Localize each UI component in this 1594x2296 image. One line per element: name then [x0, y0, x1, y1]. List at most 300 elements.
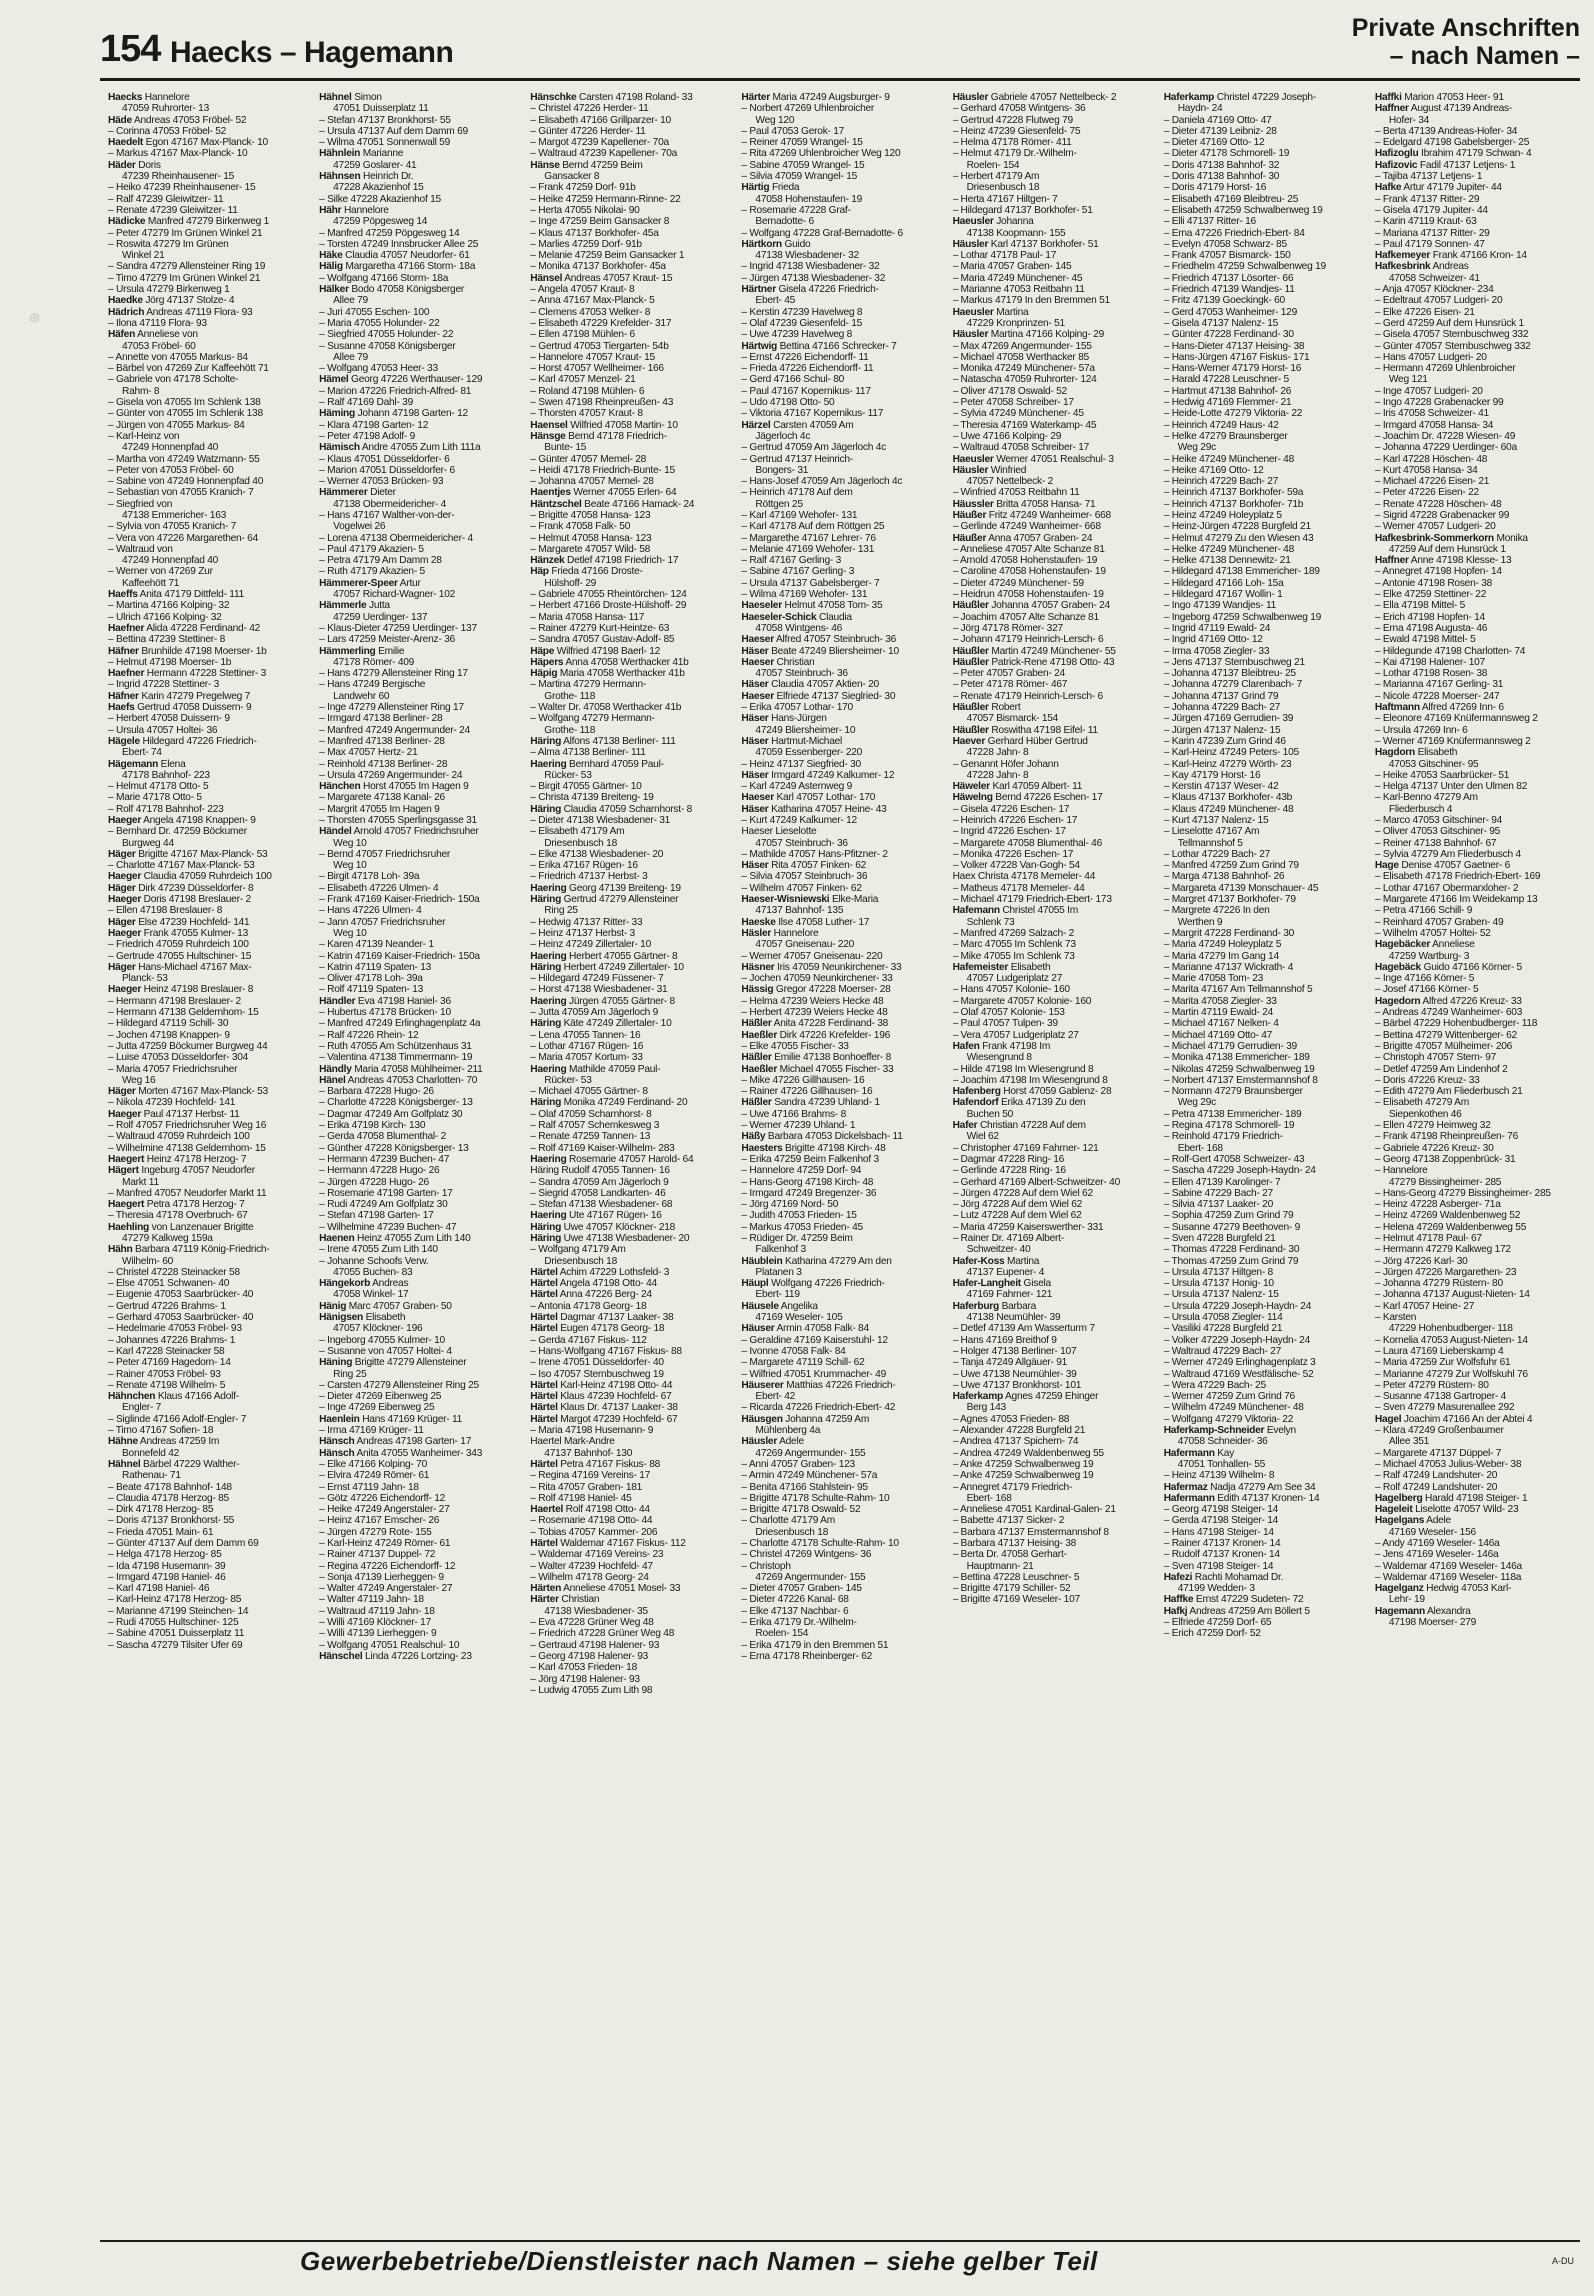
- listing-entry: – Reinhard 47057 Graben- 49: [1374, 916, 1504, 928]
- listing-entry: – Melanie 47169 Wehofer- 131: [741, 543, 875, 555]
- listing-entry: 47138 Koopmann- 155: [966, 227, 1066, 239]
- listing-entry: Haering Mathilde 47059 Paul-: [530, 1063, 661, 1075]
- listing-entry: – Rudi 47055 Hultschiner- 125: [108, 1617, 239, 1629]
- listing-entry: Haferkamp Agnes 47259 Ehinger: [952, 1391, 1099, 1403]
- listing-entry: – Gerhard 47053 Saarbrücker- 40: [108, 1312, 254, 1324]
- listing-entry: Fliederbusch 4: [1388, 803, 1453, 815]
- listing-entry: – Helmut 47178 Otto- 5: [108, 781, 209, 793]
- listing-entry: – Wilma 47051 Sonnenwall 59: [319, 137, 451, 149]
- listing-entry: Haertel Mark-Andre: [530, 1436, 615, 1448]
- listing-entry: Siepenkothen 46: [1388, 1108, 1462, 1120]
- listing-entry: – Armin 47249 Münchener- 57a: [741, 1470, 878, 1482]
- listing-entry: – Christa 47139 Breiteng- 19: [530, 792, 654, 804]
- listing-entry: – Manfred 47138 Berliner- 28: [319, 735, 445, 747]
- listing-entry: – Bärbel 47229 Hohenbudberger- 118: [1374, 1018, 1538, 1030]
- listing-entry: – Frieda 47226 Eichendorff- 11: [741, 363, 874, 375]
- listing-entry: Hämel Georg 47226 Werthauser- 129: [319, 374, 483, 386]
- listing-entry: – Ilona 47119 Flora- 93: [108, 317, 207, 329]
- listing-entry: – Karl 47249 Asternweg 9: [741, 781, 853, 793]
- listing-entry: Härtwig Bettina 47166 Schrecker- 7: [741, 340, 897, 352]
- listing-entry: Häusler Adele: [741, 1436, 804, 1448]
- listing-entry: Häring Rudolf 47055 Tannen- 16: [530, 1165, 670, 1177]
- listing-entry: – Hans-Werner 47179 Horst- 16: [1163, 363, 1302, 375]
- listing-entry: – Dagmar 47249 Am Golfplatz 30: [319, 1108, 463, 1120]
- listing-entry: – Heinz 47167 Emscher- 26: [319, 1515, 440, 1527]
- listing-entry: – Udo 47198 Otto- 50: [741, 397, 835, 409]
- listing-entry: Haering Bernhard 47059 Paul-: [530, 758, 664, 770]
- listing-entry: – Götz 47226 Eichendorff- 12: [319, 1492, 446, 1504]
- listing-entry: Haeser Karl 47057 Lothar- 170: [741, 792, 876, 804]
- listing-entry: – Bernhard Dr. 47259 Böckumer: [108, 826, 247, 838]
- listing-entry: – Helmut 47178 Paul- 67: [1374, 1232, 1482, 1244]
- listing-entry: – Maria 47198 Husemann- 9: [530, 1425, 654, 1437]
- listing-entry: – Max 47269 Angermunder- 155: [952, 340, 1092, 352]
- listing-entry: – Gerda 47058 Blumenthal- 2: [319, 1131, 447, 1143]
- listing-entry: – Werner 47259 Zum Grind 76: [1163, 1391, 1295, 1403]
- listing-entry: Hämmerer-Speer Artur: [319, 577, 421, 589]
- listing-entry: – Anke 47259 Schwalbenweg 19: [952, 1458, 1094, 1470]
- listing-entry: Haering Rosemarie 47057 Harold- 64: [530, 1153, 694, 1165]
- listing-entry: Hagelganz Hedwig 47053 Karl-: [1374, 1583, 1512, 1595]
- listing-entry: – Reinhold 47138 Berliner- 28: [319, 758, 448, 770]
- listing-entry: – Sandra 47279 Allensteiner Ring 19: [108, 261, 266, 273]
- listing-entry: Härter Christian: [530, 1594, 600, 1606]
- listing-entry: – Lothar 47198 Rosen- 38: [1374, 668, 1488, 680]
- listing-entry: – Karl 47169 Wehofer- 131: [741, 509, 858, 521]
- listing-entry: Wilhelm- 60: [122, 1255, 174, 1267]
- listing-entry: – Lothar 47229 Bach- 27: [1163, 848, 1271, 860]
- listing-entry: – Anneliese 47057 Alte Schanze 81: [952, 543, 1105, 555]
- listing-entry: – Helga 47178 Herzog- 85: [108, 1549, 222, 1561]
- listing-entry: – Siegfried 47055 Holunder- 22: [319, 329, 454, 341]
- listing-entry: – Jürgen 47228 Hugo- 26: [319, 1176, 429, 1188]
- listing-entry: Haedelt Egon 47167 Max-Planck- 10: [108, 137, 268, 149]
- listing-entry: – Ellen 47279 Heimweg 32: [1374, 1120, 1491, 1132]
- listing-entry: 47138 Neumühler- 39: [966, 1312, 1061, 1324]
- listing-entry: Härtel Dagmar 47137 Laaker- 38: [530, 1312, 674, 1324]
- listing-entry: – Jörg 47169 Nord- 50: [741, 1199, 839, 1211]
- listing-entry: – Siegfried von: [108, 498, 173, 510]
- listing-entry: Häßler Anita 47228 Ferdinand- 38: [741, 1018, 889, 1030]
- listing-entry: – Margarete 47057 Kolonie- 160: [952, 995, 1092, 1007]
- listing-entry: – Maria 47058 Hansa- 117: [530, 611, 645, 623]
- listing-entry: – Corinna 47053 Fröbel- 52: [108, 125, 227, 137]
- listing-entry: Falkenhof 3: [755, 1244, 806, 1256]
- listing-entry: 47057 Steinbruch- 36: [755, 668, 848, 680]
- listing-entry: – Margarete 47138 Kanal- 26: [319, 792, 445, 804]
- listing-entry: – Christel 47226 Herder- 11: [530, 103, 649, 115]
- listing-entry: Hälig Margaretha 47166 Storm- 18a: [319, 261, 476, 273]
- listing-entry: – Walter Dr. 47058 Werthacker 41b: [530, 702, 682, 714]
- listing-entry: – Margret 47137 Borkhofer- 79: [1163, 894, 1296, 906]
- listing-entry: – Tobias 47057 Kammer- 206: [530, 1526, 658, 1538]
- listing-entry: Rücker- 53: [544, 1074, 592, 1086]
- listing-entry: 47051 Tonhallen- 55: [1177, 1458, 1266, 1470]
- listing-entry: – Klaus 47249 Münchener- 48: [1163, 803, 1294, 815]
- listing-entry: Röttgen 25: [755, 498, 803, 510]
- listing-entry: – Jürgen von 47055 Markus- 84: [108, 419, 245, 431]
- listing-entry: – Manfred 47259 Pöpgesweg 14: [319, 227, 460, 239]
- listing-entry: – Herbert 47058 Duissern- 9: [108, 713, 230, 725]
- listing-entry: – Dieter 47138 Wiesbadener- 31: [530, 815, 671, 826]
- listing-entry: Driesenbusch 18: [755, 1526, 829, 1538]
- listing-entry: Ebert- 45: [755, 295, 796, 307]
- listing-entry: – Heinz 47137 Siegfried- 30: [741, 758, 861, 770]
- listing-entry: – Hannelore 47259 Dorf- 94: [741, 1165, 862, 1177]
- listing-entry: – Vera von 47226 Margarethen- 64: [108, 532, 259, 544]
- listing-entry: Härtel Petra 47167 Fiskus- 88: [530, 1458, 661, 1470]
- listing-entry: – Hildegard 47137 Borkhofer- 51: [952, 204, 1093, 216]
- listing-entry: – Ursula 47279 Birkenweg 1: [108, 284, 230, 296]
- listing-entry: Häußler Martin 47249 Münchener- 55: [952, 645, 1116, 657]
- listing-entry: 47269 Angermunder- 155: [755, 1571, 866, 1583]
- listing-entry: – Heiko 47239 Rheinhausener- 15: [108, 182, 256, 194]
- listing-entry: – Claudia 47178 Herzog- 85: [108, 1492, 229, 1504]
- listing-entry: – Marc 47055 Im Schlenk 73: [952, 939, 1076, 951]
- listing-entry: – Reiner 47059 Wrangel- 15: [741, 137, 863, 149]
- listing-entry: – Gerhard 47169 Albert-Schweitzer- 40: [952, 1176, 1120, 1188]
- listing-entry: – Gerhard 47058 Wintgens- 36: [952, 103, 1086, 115]
- listing-entry: Hafke Artur 47179 Jupiter- 44: [1374, 182, 1502, 194]
- listing-entry: Hofer- 34: [1388, 114, 1430, 126]
- listing-entry: 47138 Obermeidericher- 4: [333, 498, 447, 510]
- listing-entry: 47057 Bismarck- 154: [966, 713, 1059, 725]
- listing-entry: Hädicke Manfred 47279 Birkenweg 1: [108, 216, 270, 228]
- listing-entry: – Torsten 47249 Innsbrucker Allee 25: [319, 238, 479, 250]
- listing-entry: Ebert- 168: [1177, 1142, 1223, 1154]
- listing-entry: Hagelberg Harald 47198 Steiger- 1: [1374, 1492, 1528, 1504]
- listing-entry: – Margarete 47166 Im Weidekamp 13: [1374, 894, 1538, 906]
- listing-entry: Häger Brigitte 47167 Max-Planck- 53: [108, 848, 268, 860]
- listing-entry: Weg 10: [333, 927, 367, 939]
- listing-entry: – Gerd 47259 Auf dem Hunsrück 1: [1374, 317, 1524, 329]
- listing-column: [1164, 92, 1367, 2222]
- listing-entry: Haehling von Lanzenauer Brigitte: [108, 1221, 254, 1233]
- listing-entry: – Wolfgang 47279 Viktoria- 22: [1163, 1413, 1294, 1425]
- listing-entry: Landwehr 60: [333, 690, 390, 702]
- listing-entry: – Klaus 47051 Düsseldorfer- 6: [319, 453, 450, 465]
- listing-entry: – Helke 47249 Münchener- 48: [1163, 543, 1295, 555]
- listing-entry: 47055 Buchen- 83: [333, 1266, 413, 1278]
- listing-entry: Häring Monika 47249 Ferdinand- 20: [530, 1097, 688, 1109]
- listing-entry: Häußer Anna 47057 Graben- 24: [952, 532, 1093, 544]
- listing-entry: – Melanie 47259 Beim Gansacker 1: [530, 250, 685, 262]
- listing-entry: Häger Morten 47167 Max-Planck- 53: [108, 1086, 268, 1098]
- listing-entry: – Friedrich 47137 Herbst- 3: [530, 871, 648, 883]
- listing-entry: – Heinz 47137 Herbst- 3: [530, 927, 635, 939]
- listing-entry: – Angela 47057 Kraut- 8: [530, 284, 635, 296]
- listing-entry: – Susanne von 47057 Holtei- 4: [319, 1345, 452, 1357]
- listing-entry: – Heinrich 47226 Eschen- 17: [952, 815, 1078, 826]
- listing-entry: – Hans 47279 Allensteiner Ring 17: [319, 668, 468, 680]
- listing-entry: – Martina 47279 Hermann-: [530, 679, 647, 691]
- listing-entry: – Annegret 47179 Friedrich-: [952, 1481, 1073, 1493]
- listing-entry: – Ursula 47137 Auf dem Damm 69: [319, 125, 468, 137]
- listing-entry: – Brigitte 47169 Weseler- 107: [952, 1594, 1080, 1606]
- listing-entry: Winkel 21: [122, 250, 165, 262]
- listing-entry: – Peter 47198 Adolf- 9: [319, 430, 416, 442]
- listing-entry: – Maria 47249 Holeyplatz 5: [1163, 939, 1282, 951]
- listing-entry: – Erna 47226 Friedrich-Ebert- 84: [1163, 227, 1305, 239]
- listing-entry: Ring 25: [544, 905, 578, 917]
- listing-entry: 47228 Jahn- 8: [966, 747, 1029, 759]
- listing-entry: – Michael 47179 Friedrich-Ebert- 173: [952, 894, 1112, 906]
- listing-entry: Haeser-Wisniewski Elke-Maria: [741, 894, 879, 906]
- listing-entry: 47058 Wintgens- 46: [755, 622, 843, 634]
- listing-columns: [108, 92, 1578, 2222]
- listing-entry: – Oliver 47053 Gitschiner- 95: [1374, 826, 1501, 838]
- listing-entry: – Klara 47198 Garten- 12: [319, 419, 429, 431]
- listing-column: [319, 92, 522, 2222]
- listing-entry: – Irene 47055 Zum Lith 140: [319, 1244, 438, 1256]
- listing-entry: Haefner Alida 47228 Ferdinand- 42: [108, 622, 261, 634]
- listing-entry: – Uwe 47166 Kolping- 29: [952, 430, 1062, 442]
- listing-entry: – Gertrud 47059 Am Jägerloch 4c: [741, 442, 887, 454]
- listing-entry: Markt 11: [122, 1176, 159, 1188]
- listing-entry: – Manfred 47259 Zum Grind 79: [1163, 860, 1299, 872]
- listing-entry: – Gertrud 47226 Brahms- 1: [108, 1300, 226, 1312]
- listing-entry: – Frank 47169 Kaiser-Friedrich- 150a: [319, 894, 480, 906]
- listing-entry: Härtel Klaus Dr. 47137 Laaker- 38: [530, 1402, 678, 1414]
- listing-entry: Häring Claudia 47059 Scharnhorst- 8: [530, 803, 692, 815]
- listing-entry: – Gabriele von 47178 Scholte-: [108, 374, 239, 386]
- listing-entry: – Sylvia 47249 Münchener- 45: [952, 408, 1084, 420]
- listing-entry: Rahm- 8: [122, 385, 160, 397]
- listing-entry: Berg 143: [966, 1402, 1006, 1414]
- listing-entry: Häsler Hannelore: [741, 927, 819, 939]
- listing-entry: – Heide-Lotte 47279 Viktoria- 22: [1163, 408, 1303, 420]
- listing-entry: – Hans-Dieter 47137 Heising- 38: [1163, 340, 1305, 352]
- listing-entry: 47279 Kalkweg 159a: [122, 1232, 213, 1244]
- listing-entry: – Michael 47053 Julius-Weber- 38: [1374, 1458, 1522, 1470]
- listing-entry: 47249 Honnenpfad 40: [122, 555, 219, 567]
- listing-entry: Schweitzer- 40: [966, 1244, 1031, 1256]
- listing-entry: Hafermann Kay: [1163, 1447, 1235, 1459]
- listing-entry: – Rüdiger Dr. 47259 Beim: [741, 1232, 853, 1244]
- listing-entry: 47059 Essenberger- 220: [755, 747, 863, 759]
- listing-entry: – Wilhelm 47057 Holtei- 52: [1374, 927, 1491, 939]
- listing-entry: – Benita 47166 Stahlstein- 95: [741, 1481, 868, 1493]
- listing-entry: – Monika 47137 Borkhofer- 45a: [530, 261, 666, 273]
- listing-entry: – Elvira 47249 Römer- 61: [319, 1470, 430, 1482]
- listing-entry: Häring Uwe 47057 Klöckner- 218: [530, 1221, 676, 1233]
- listing-entry: – Werner 47239 Uhland- 1: [741, 1120, 856, 1132]
- listing-entry: – Anni 47057 Graben- 123: [741, 1458, 855, 1470]
- listing-entry: Häser Beate 47249 Bliersheimer- 10: [741, 645, 899, 657]
- listing-entry: – Karl-Heinz 47249 Peters- 105: [1163, 747, 1299, 759]
- listing-entry: – Renate 47179 Heinrich-Lersch- 6: [952, 690, 1103, 702]
- listing-entry: Driesenbusch 18: [966, 182, 1040, 194]
- listing-entry: – Margarete 47058 Blumenthal- 46: [952, 837, 1103, 849]
- listing-entry: Hämmerle Jutta: [319, 600, 390, 612]
- listing-entry: – Lars 47259 Meister-Arenz- 36: [319, 634, 455, 646]
- listing-entry: – Friedhelm 47259 Schwalbenweg 19: [1163, 261, 1326, 273]
- listing-entry: – Reinhold 47179 Friedrich-: [1163, 1131, 1283, 1143]
- listing-entry: 47259 Pöpgesweg 14: [333, 216, 428, 228]
- listing-entry: Haydn- 24: [1177, 103, 1223, 115]
- listing-entry: – Doris 47137 Bronkhorst- 55: [108, 1515, 235, 1527]
- listing-entry: – Marie 47178 Otto- 5: [108, 792, 202, 804]
- listing-entry: Hafkj Andreas 47259 Am Böllert 5: [1163, 1605, 1310, 1617]
- listing-entry: – Herbert 47239 Weiers Hecke 48: [741, 1007, 888, 1019]
- listing-entry: Hafezi Rachti Mohamad Dr.: [1163, 1571, 1284, 1583]
- listing-entry: 47228 Akazienhof 15: [333, 182, 424, 194]
- listing-entry: – Petra 47138 Emmericher- 189: [1163, 1108, 1302, 1120]
- listing-entry: Haeger Frank 47055 Kulmer- 13: [108, 927, 248, 939]
- listing-entry: – Hans-Georg 47279 Bissingheimer- 285: [1374, 1187, 1551, 1199]
- listing-entry: – Inge 47259 Beim Gansacker 8: [530, 216, 670, 228]
- listing-entry: – Marianne 47199 Steinchen- 14: [108, 1605, 249, 1617]
- listing-entry: – Erich 47259 Dorf- 52: [1163, 1628, 1261, 1640]
- listing-entry: – Karl 47228 Höschen- 48: [1374, 453, 1488, 465]
- listing-entry: – Susanne 47279 Beethoven- 9: [1163, 1221, 1301, 1233]
- listing-entry: – Hildegard 47138 Emmericher- 189: [1163, 566, 1320, 578]
- listing-entry: Rathenau- 71: [122, 1470, 181, 1482]
- listing-entry: Hagebäcker Anneliese: [1374, 939, 1475, 951]
- listing-entry: Allee 79: [333, 351, 368, 363]
- watermark-logo: ⊛: [26, 310, 42, 324]
- listing-entry: Häger Else 47239 Hochfeld- 141: [108, 916, 250, 928]
- listing-entry: – Margareta 47139 Monschauer- 45: [1163, 882, 1319, 894]
- listing-entry: – Georg 47198 Steiger- 14: [1163, 1504, 1279, 1516]
- listing-entry: Kaffeehött 71: [122, 577, 180, 589]
- listing-entry: Häublein Katharina 47279 Am den: [741, 1255, 892, 1267]
- listing-entry: – Jürgen 47279 Rote- 155: [319, 1526, 432, 1538]
- footer-note: Gewerbebetriebe/Dienstleister nach Namen – siehe gelber Teil: [300, 2246, 1098, 2276]
- listing-entry: – Joachim Dr. 47228 Wiesen- 49: [1374, 430, 1516, 442]
- listing-entry: – Uwe 47239 Havelweg 8: [741, 329, 853, 341]
- listing-entry: – Doris 47179 Horst- 16: [1163, 182, 1267, 194]
- listing-entry: – Theresia 47178 Overbruch- 67: [108, 1210, 248, 1222]
- listing-entry: – Günter 47057 Sternbuschweg 332: [1374, 340, 1531, 352]
- listing-entry: Haeger Paul 47137 Herbst- 11: [108, 1108, 240, 1120]
- listing-entry: Haedke Jörg 47137 Stolze- 4: [108, 295, 235, 307]
- listing-entry: – Ursula 47269 Angermunder- 24: [319, 769, 463, 781]
- listing-entry: – Peter 47178 Römer- 467: [952, 679, 1068, 691]
- listing-entry: Häußler Patrick-Rene 47198 Otto- 43: [952, 656, 1115, 668]
- listing-entry: – Günter 47137 Auf dem Damm 69: [108, 1538, 259, 1549]
- listing-entry: Mühlenberg 4a: [755, 1425, 821, 1437]
- listing-entry: Häuserer Matthias 47226 Friedrich-: [741, 1379, 896, 1391]
- listing-entry: – Gisela von 47055 Im Schlenk 138: [108, 397, 261, 409]
- listing-entry: – Peter 47169 Hagedorn- 14: [108, 1357, 231, 1369]
- listing-entry: – Ingrid 47226 Eschen- 17: [952, 826, 1066, 838]
- listing-entry: – Marianne 47137 Wickrath- 4: [1163, 961, 1294, 973]
- listing-entry: – Kerstin 47239 Havelweg 8: [741, 306, 863, 318]
- listing-entry: – Ursula 47137 Honig- 10: [1163, 1278, 1274, 1290]
- listing-entry: – Helena 47269 Waldenbenweg 55: [1374, 1221, 1527, 1233]
- listing-entry: – Ingo 47139 Wandjes- 11: [1163, 600, 1277, 612]
- listing-entry: Häwelng Bernd 47226 Eschen- 17: [952, 792, 1103, 804]
- listing-entry: Hänsch Andreas 47198 Garten- 17: [319, 1436, 472, 1448]
- listing-entry: – Frank 47198 Rheinpreußen- 76: [1374, 1131, 1518, 1143]
- listing-entry: – Wilhelmine 47239 Buchen- 47: [319, 1221, 457, 1233]
- listing-entry: Hafen Frank 47198 Im: [952, 1040, 1051, 1052]
- listing-entry: – Elisabeth 47169 Bleibtreu- 25: [1163, 193, 1299, 205]
- listing-entry: – Nicole 47228 Moerser- 247: [1374, 690, 1500, 702]
- listing-entry: – Irene 47051 Düsseldorfer- 40: [530, 1357, 664, 1369]
- listing-entry: – Nikola 47239 Hochfeld- 141: [108, 1097, 236, 1109]
- listing-entry: – Sabine 47167 Gerling- 3: [741, 566, 855, 578]
- listing-entry: – Helke 47279 Braunsberger: [1163, 430, 1288, 442]
- listing-entry: – Ernst 47119 Jahn- 18: [319, 1481, 419, 1493]
- listing-entry: – Ralf 47169 Dahl- 39: [319, 397, 413, 409]
- listing-entry: Hafizoglu Ibrahim 47179 Schwan- 4: [1374, 148, 1532, 160]
- listing-entry: – Charlotte 47179 Am: [741, 1515, 835, 1527]
- listing-entry: Häweler Karl 47059 Albert- 11: [952, 781, 1083, 793]
- listing-entry: – Ralf 47057 Schemkesweg 3: [530, 1120, 660, 1132]
- listing-entry: – Paul 47179 Sonnen- 47: [1374, 238, 1485, 250]
- listing-entry: – Brigitte 47178 Oswald- 52: [741, 1504, 861, 1516]
- listing-entry: – Bettina 47279 Wittenberger- 62: [1374, 1029, 1517, 1041]
- listing-entry: – Klara 47249 Großenbaumer: [1374, 1425, 1504, 1437]
- listing-entry: – Irmgard 47138 Berliner- 28: [319, 713, 443, 725]
- listing-entry: – Margarethe 47167 Lehrer- 76: [741, 532, 876, 544]
- listing-entry: Haeseler-Schick Claudia: [741, 611, 852, 623]
- listing-entry: Hähn Barbara 47119 König-Friedrich-: [108, 1244, 270, 1256]
- listing-entry: Hängekorb Andreas: [319, 1278, 409, 1290]
- listing-entry: Haeusler Martina: [952, 306, 1029, 318]
- listing-entry: 47137 Bahnhof- 135: [755, 905, 844, 917]
- listing-entry: – Klaus 47137 Borkhofer- 43b: [1163, 792, 1293, 804]
- listing-entry: – Hildegunde 47198 Charlotten- 74: [1374, 645, 1526, 657]
- listing-entry: Hähnel Bärbel 47229 Walther-: [108, 1458, 240, 1470]
- listing-column: [953, 92, 1156, 2222]
- listing-entry: – Anja 47057 Klöckner- 234: [1374, 284, 1494, 296]
- listing-entry: – Rolf 47119 Spaten- 13: [319, 984, 424, 996]
- listing-entry: – Manfred 47249 Erlinghagenplatz 4a: [319, 1018, 481, 1030]
- listing-entry: – Beate 47178 Bahnhof- 148: [108, 1481, 232, 1493]
- listing-entry: – Jens 47137 Sternbuschweg 21: [1163, 656, 1305, 668]
- listing-entry: – Mathilde 47057 Hans-Pfitzner- 2: [741, 848, 888, 860]
- listing-entry: Häuser Armin 47058 Falk- 84: [741, 1323, 869, 1335]
- listing-entry: – Heinz 47249 Holeyplatz 5: [1163, 509, 1282, 521]
- listing-entry: – Annette von 47055 Markus- 84: [108, 351, 248, 363]
- listing-entry: – Friedrich 47228 Grüner Weg 48: [530, 1628, 675, 1640]
- listing-entry: 47057 Nettelbeck- 2: [966, 476, 1053, 488]
- listing-entry: – Gisela 47057 Sternbuschweg 332: [1374, 329, 1529, 341]
- listing-entry: Haffner August 47139 Andreas-: [1374, 103, 1513, 115]
- listing-entry: – Thorsten 47057 Kraut- 8: [530, 408, 643, 420]
- listing-entry: Häke Claudia 47057 Neudorfer- 61: [319, 250, 470, 262]
- listing-entry: 47199 Wedden- 3: [1177, 1583, 1255, 1595]
- listing-entry: – Hans-Wolfgang 47167 Fiskus- 88: [530, 1345, 682, 1357]
- listing-entry: Haering Georg 47139 Breiteng- 19: [530, 882, 681, 894]
- listing-entry: – Silvia 47137 Laaker- 20: [1163, 1199, 1273, 1211]
- listing-entry: – Hedwig 47137 Ritter- 33: [530, 916, 643, 928]
- listing-entry: Häfner Karin 47279 Pregelweg 7: [108, 690, 251, 702]
- listing-entry: – Irmgard 47249 Bregenzer- 36: [741, 1187, 877, 1199]
- listing-entry: – Ellen 47139 Karolinger- 7: [1163, 1176, 1281, 1188]
- listing-entry: – Caroline 47058 Hohenstaufen- 19: [952, 566, 1106, 578]
- listing-entry: Haesters Brigitte 47198 Kirch- 48: [741, 1142, 886, 1154]
- listing-entry: – Anneliese 47051 Kardinal-Galen- 21: [952, 1504, 1116, 1516]
- listing-entry: – Gerda 47198 Steiger- 14: [1163, 1515, 1279, 1527]
- listing-entry: Hähnlein Marianne: [319, 148, 404, 160]
- listing-entry: – Rolf 47249 Landshuter- 20: [1374, 1481, 1498, 1493]
- listing-entry: – Karin 47119 Kraut- 63: [1374, 216, 1477, 228]
- listing-entry: 47057 Gneisenau- 220: [755, 939, 855, 951]
- listing-entry: Hähnsen Heinrich Dr.: [319, 171, 414, 183]
- listing-entry: – Andrea 47249 Waldenbenweg 55: [952, 1447, 1104, 1459]
- listing-entry: – Paul 47179 Akazien- 5: [319, 543, 424, 555]
- listing-entry: – Barbara 47137 Emstermannshof 8: [952, 1526, 1109, 1538]
- listing-entry: – Peter 47058 Schreiber- 17: [952, 397, 1074, 409]
- listing-entry: – Ruth 47055 Am Schützenhaus 31: [319, 1040, 472, 1052]
- listing-entry: – Werner 47057 Gneisenau- 220: [741, 950, 883, 962]
- listing-entry: 47228 Jahn- 8: [966, 769, 1029, 781]
- listing-entry: Hagemann Alexandra: [1374, 1605, 1471, 1617]
